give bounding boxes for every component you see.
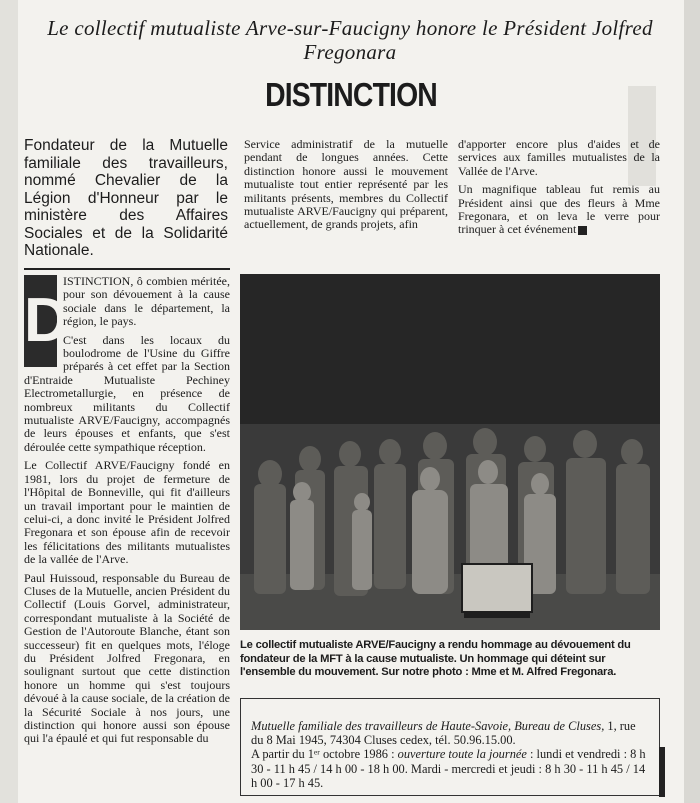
drop-cap: D (24, 275, 57, 367)
page-right-edge (684, 0, 700, 803)
office-address: Mutuelle familiale des travailleurs de Haute-Savoie, Bureau de Cluses, (251, 719, 605, 733)
group-photo-illustration (240, 274, 660, 630)
box-shadow-bar (659, 747, 665, 797)
article-column-3 (458, 138, 660, 242)
end-of-article-mark (578, 226, 587, 235)
hours-highlight: ouverture toute la journée (397, 747, 527, 762)
paragraph: ISTINCTION, ô combien méritée, pour son dévouement à la cause sociale dans le département, la région, le pays. (63, 274, 230, 329)
photo-caption: Le collectif mutualiste ARVE/Faucigny a rendu hommage au dévouement du fondateur de la MFT à la cause mutualiste. Un hommage qui déteint sur l'ensemble du mouvement. Sur notre photo : Mme et M. Alfred Fregonara. (240, 639, 631, 679)
hours-intro: A partir du 1ᵉʳ octobre 1986 : (251, 747, 398, 762)
paragraph: d'apporter encore plus d'aides et de services aux familles mutualistes de la Vallée de l'Arve. (458, 137, 660, 178)
article-headline: DISTINCTION (265, 76, 437, 113)
group-photo (240, 274, 660, 630)
article-column-1 (24, 275, 230, 751)
article-lead: Fondateur de la Mutuelle familiale des travailleurs, nommé Chevalier de la Légion d'Honneur par le ministère des Affaires Sociales et de la Solidarité Nationale. (24, 137, 228, 259)
lead-divider (24, 268, 230, 270)
paragraph: C'est dans les locaux du boulodrome de l'Usine du Giffre préparés à cet effet par la Section d'Entraide Mutualiste Pechiney Electrometallurgie, en présence de nombreux militants du Collectif mutualiste ARVE/Faucigny, accompagnés de leurs épouses et enfants, que s'est déroulée cette sympathique réception. (24, 332, 230, 454)
contact-info-box (240, 698, 660, 796)
opening-hours: : lundi et vendredi : 8 h 30 - 11 h 45 / 14 h 00 - 18 h 00. Mardi - mercredi et jeudi : 8 h 30 - 11 h 45 / 14 h 00 - 17 h 45. (251, 747, 646, 790)
paragraph: Service administratif de la mutuelle pendant de longues années. Cette distinction honore aussi le mouvement mutualiste tout entier représenté par les militants présents, membres du Collectif mutualiste ARVE/Faucigny qui préparent, actuellement, de grands projets, afin (244, 137, 448, 232)
paragraph (458, 183, 660, 237)
page-left-edge (0, 0, 18, 803)
office-address-details: 1, rue du 8 Mai 1945, 74304 Cluses cedex, tél. 50.96.15.00. (251, 719, 636, 748)
article-kicker: Le collectif mutualiste Arve-sur-Faucigny honore le Président Jolfred Fregonara (47, 16, 653, 64)
paragraph: Paul Huissoud, responsable du Bureau de Cluses de la Mutuelle, ancien Président du Collectif (Louis Gorvel, administrateur, correspondant mutualiste à la Société de Gestion de l'Autoroute Blanche, étant son successeur) fit en quelques mots, l'éloge du Président Jolfred Fregonara, en soulignant surtout que cette distinction honore un homme qui s'est toujours dévoué à la cause sociale, de la création de la Sécurité Sociale à nos jours, une distinction qui honore aussi son épouse qui l'a épaulé et qui fut responsable du (24, 570, 230, 746)
closing-text: Un magnifique tableau fut remis au Président ainsi que des fleurs à Mme Fregonara, et on leva le verre pour trinquer à cet événement (458, 182, 660, 237)
paragraph: Le Collectif ARVE/Faucigny fondé en 1981, lors du projet de fermeture de l'Hôpital de Bonneville, qui fit d'ailleurs un travail important pour le maintien de celui-ci, a donc invité le Président Jolfred Fregonara et son épouse afin de recevoir les félicitations des militants mutualistes de la vallée de l'Arve. (24, 458, 230, 567)
article-column-2 (244, 138, 448, 237)
